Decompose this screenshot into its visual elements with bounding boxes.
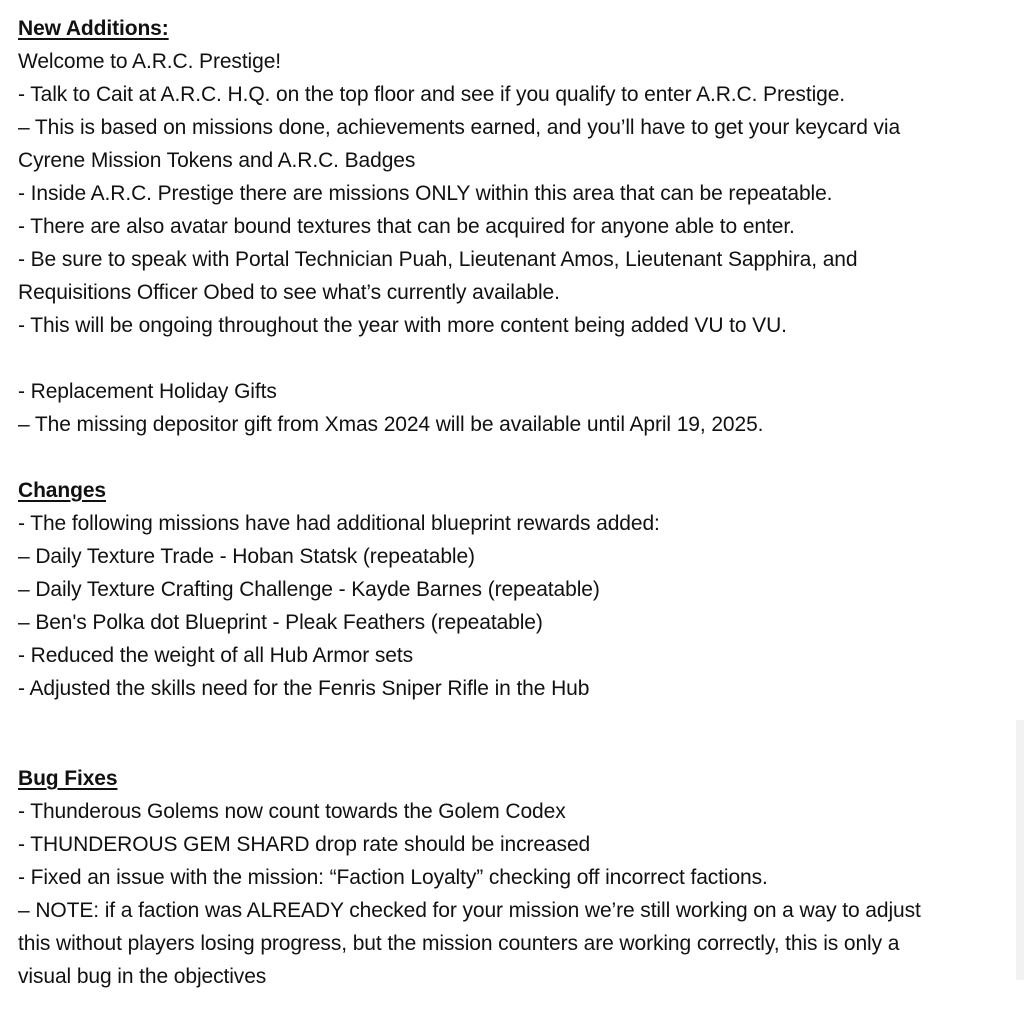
bug-fixes-line: - Thunderous Golems now count towards the Golem Codex: [18, 800, 566, 823]
changes-line: – Ben's Polka dot Blueprint - Pleak Feathers (repeatable): [18, 611, 543, 634]
bug-fixes-line: - Fixed an issue with the mission: “Faction Loyalty” checking off incorrect factions.: [18, 866, 768, 889]
new-additions-line: - Talk to Cait at A.R.C. H.Q. on the top floor and see if you qualify to enter A.R.C. Prestige.: [18, 83, 846, 106]
new-additions-heading: New Additions:: [18, 17, 169, 40]
changes-line: – Daily Texture Crafting Challenge - Kayde Barnes (repeatable): [18, 578, 600, 601]
new-additions-line: Welcome to A.R.C. Prestige!: [18, 50, 282, 73]
changes-line: - Adjusted the skills need for the Fenris Sniper Rifle in the Hub: [18, 677, 590, 700]
bug-fixes-line: this without players losing progress, but the mission counters are working correctly, this is only a: [18, 932, 900, 955]
new-additions-section: [18, 12, 1018, 474]
spacer: [18, 342, 1018, 375]
new-additions-line: - There are also avatar bound textures that can be acquired for anyone able to enter.: [18, 215, 795, 238]
new-additions-line: Requisitions Officer Obed to see what’s currently available.: [18, 281, 560, 304]
spacer: [18, 705, 1018, 750]
bug-fixes-line: – NOTE: if a faction was ALREADY checked for your mission we’re still working on a way to adjust: [18, 899, 921, 922]
bug-fixes-section: [18, 762, 1018, 993]
changes-heading: Changes: [18, 479, 106, 502]
bug-fixes-line: - THUNDEROUS GEM SHARD drop rate should be increased: [18, 833, 591, 856]
new-additions-line: - Be sure to speak with Portal Technician Puah, Lieutenant Amos, Lieutenant Sapphira, and: [18, 248, 858, 271]
changes-line: – Daily Texture Trade - Hoban Statsk (repeatable): [18, 545, 475, 568]
new-additions-line: Cyrene Mission Tokens and A.R.C. Badges: [18, 149, 416, 172]
bug-fixes-line: visual bug in the objectives: [18, 965, 267, 988]
holiday-gifts-line: – The missing depositor gift from Xmas 2024 will be available until April 19, 2025.: [18, 413, 764, 436]
changes-line: - The following missions have had additional blueprint rewards added:: [18, 512, 660, 535]
bug-fixes-heading: Bug Fixes: [18, 767, 118, 790]
changes-line: - Reduced the weight of all Hub Armor sets: [18, 644, 413, 667]
changes-section: [18, 474, 1018, 750]
holiday-gifts-line: - Replacement Holiday Gifts: [18, 380, 277, 403]
patch-notes-document: [18, 12, 1018, 993]
spacer: [18, 441, 1018, 474]
new-additions-line: - Inside A.R.C. Prestige there are missions ONLY within this area that can be repeatable.: [18, 182, 833, 205]
page-edge: [1016, 720, 1024, 980]
new-additions-line: – This is based on missions done, achievements earned, and you’ll have to get your keycard via: [18, 116, 901, 139]
new-additions-line: - This will be ongoing throughout the year with more content being added VU to VU.: [18, 314, 787, 337]
